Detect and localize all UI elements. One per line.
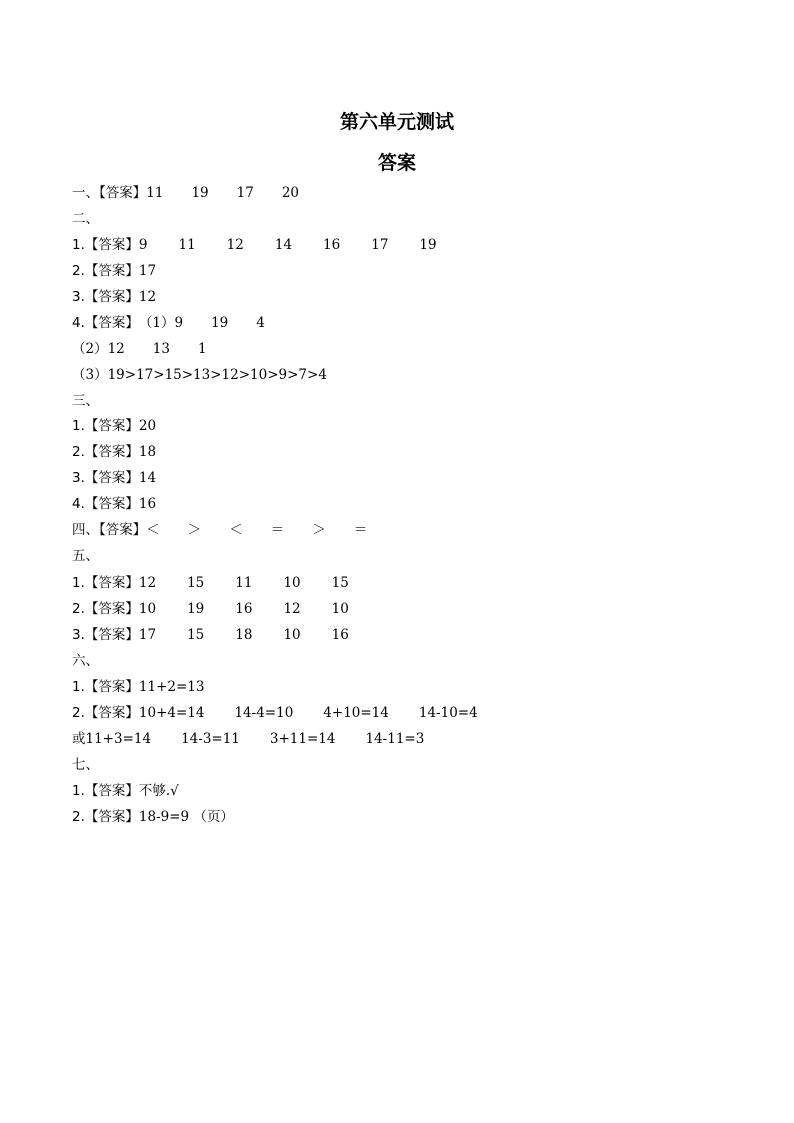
answer-line [72, 494, 156, 514]
answer-value: （2）12 [72, 341, 125, 357]
answer-value: 9 [138, 237, 148, 253]
answer-value: 16 [235, 601, 253, 617]
answer-line [72, 703, 478, 723]
answer-line [72, 365, 327, 385]
answer-value: ＜ [229, 522, 243, 538]
answer-value: ＝ [270, 522, 285, 538]
answer-value: 14-4=10 [234, 705, 294, 721]
answer-value: （1）9 [138, 315, 184, 331]
answer-value: 3+11=14 [269, 731, 336, 747]
answer-value: 11 [235, 575, 253, 591]
answer-value: 18-9=9 （页） [138, 809, 234, 825]
answer-line [72, 416, 156, 436]
answer-value: 17 [371, 237, 389, 253]
answer-label: 五、 [72, 548, 99, 564]
answer-line [72, 729, 424, 749]
answer-value: 14-3=11 [181, 731, 240, 747]
answer-line [72, 599, 349, 619]
answer-value: 20 [281, 185, 299, 201]
answer-value: 18 [138, 444, 157, 460]
answer-value: 10 [138, 601, 157, 617]
answer-label: 1.【答案】 [72, 237, 139, 253]
answer-value: 20 [138, 418, 157, 434]
answer-label: 或 [72, 731, 86, 747]
answer-value: ＞ [187, 522, 202, 538]
answer-value: 17 [138, 627, 157, 643]
answer-line [72, 807, 234, 827]
answer-line [72, 261, 156, 281]
answer-value: 16 [331, 627, 349, 643]
answer-line [72, 183, 299, 203]
answer-line [72, 677, 204, 697]
answer-value: 19 [191, 185, 209, 201]
answer-label: 3.【答案】 [72, 289, 139, 305]
answer-value: 10+4=14 [138, 705, 205, 721]
page-title: 第六单元测试 [339, 111, 454, 133]
answer-value: 11+3=14 [85, 731, 152, 747]
answer-value: 19 [419, 237, 437, 253]
answer-value: 10 [283, 627, 301, 643]
answer-value: 1 [197, 341, 207, 357]
answer-value: 10 [283, 575, 301, 591]
answer-label: 一、【答案】 [72, 185, 147, 201]
answer-label: 1.【答案】 [72, 783, 139, 799]
answer-line [72, 313, 265, 333]
answer-value: 19 [187, 601, 205, 617]
answer-value: 17 [236, 185, 254, 201]
answer-label: 二、 [72, 211, 99, 227]
answer-value: 11 [178, 237, 196, 253]
answer-value: 10 [331, 601, 349, 617]
answer-line [72, 520, 367, 540]
answer-value: 11+2=13 [138, 679, 205, 695]
answer-label: 1.【答案】 [72, 575, 139, 591]
answer-line [72, 651, 99, 671]
answer-label: 七、 [72, 757, 99, 773]
answer-value: 12 [138, 289, 157, 305]
answer-value: 16 [323, 237, 341, 253]
answer-value: 13 [152, 341, 170, 357]
answer-value: 12 [226, 237, 244, 253]
answer-label: 3.【答案】 [72, 627, 139, 643]
answer-label: 2.【答案】 [72, 444, 139, 460]
answer-value: 11 [146, 185, 164, 201]
answer-line [72, 781, 179, 801]
answer-line [72, 546, 99, 566]
answer-value: 16 [138, 496, 157, 512]
answer-value: 15 [187, 627, 205, 643]
answer-line [72, 755, 99, 775]
answer-line [72, 468, 156, 488]
answer-label: 3.【答案】 [72, 470, 139, 486]
answer-label: 4.【答案】 [72, 315, 139, 331]
answer-label: 1.【答案】 [72, 418, 139, 434]
answer-line [72, 339, 207, 359]
answer-value: 不够.√ [138, 783, 179, 799]
answer-value: 4 [256, 315, 265, 331]
answer-line [72, 442, 156, 462]
answer-value: 14-11=3 [365, 731, 425, 747]
answer-value: ＞ [312, 522, 326, 538]
answer-line [72, 235, 437, 255]
page-subtitle: 答案 [377, 152, 416, 174]
answer-value: 15 [187, 575, 205, 591]
answer-line [72, 625, 349, 645]
answer-value: 17 [138, 263, 157, 279]
answer-label: 2.【答案】 [72, 263, 139, 279]
answer-value: 14-10=4 [418, 705, 478, 721]
answer-label: 三、 [72, 393, 99, 409]
answer-label: 1.【答案】 [72, 679, 139, 695]
answer-label: 4.【答案】 [72, 496, 139, 512]
answer-line [72, 391, 99, 411]
answer-value: 14 [138, 470, 157, 486]
answer-value: 4+10=14 [323, 705, 389, 721]
answer-label: 四、【答案】 [72, 522, 147, 538]
answer-value: 15 [331, 575, 349, 591]
answer-value: 12 [283, 601, 301, 617]
answer-value: 18 [235, 627, 253, 643]
answer-value: ＜ [146, 522, 160, 538]
answer-line [72, 287, 156, 307]
answer-value: ＝ [353, 522, 368, 538]
answer-value: （3）19>17>15>13>12>10>9>7>4 [72, 367, 327, 383]
answer-label: 2.【答案】 [72, 809, 139, 825]
answer-line [72, 573, 349, 593]
answer-value: 19 [211, 315, 229, 331]
answer-label: 2.【答案】 [72, 601, 139, 617]
answer-label: 2.【答案】 [72, 705, 139, 721]
answer-value: 12 [138, 575, 157, 591]
answer-value: 14 [274, 237, 293, 253]
answer-line [72, 209, 99, 229]
answer-label: 六、 [72, 653, 99, 669]
